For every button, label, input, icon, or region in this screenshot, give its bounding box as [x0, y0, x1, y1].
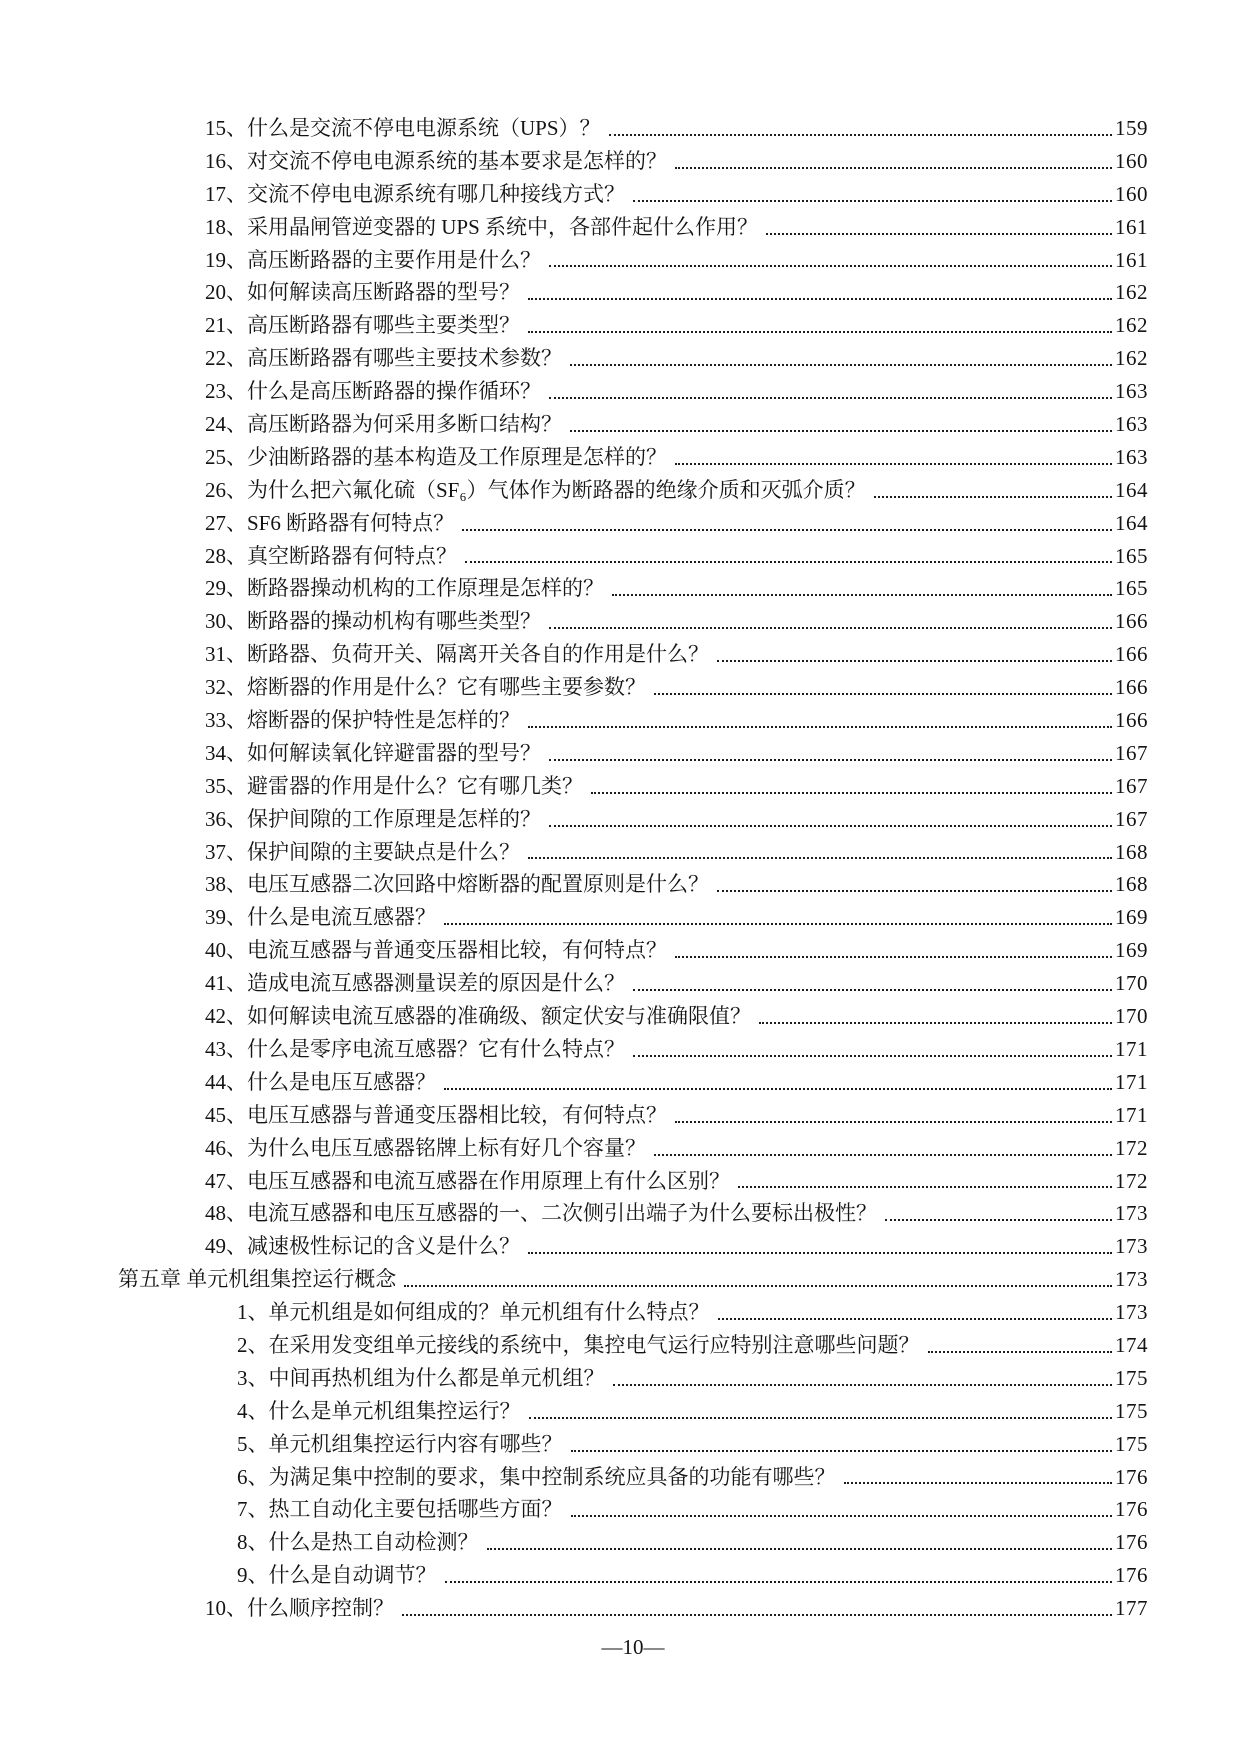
- toc-entry[interactable]: [118, 1526, 1148, 1559]
- toc-entry[interactable]: [118, 1296, 1148, 1329]
- toc-entry-label: 2、在采用发变组单元接线的系统中，集控电气运行应特别注意哪些问题？: [237, 1332, 920, 1357]
- toc-entry-label: 31、断路器、负荷开关、隔离开关各自的作用是什么？: [205, 642, 709, 667]
- dot-leader: [528, 1252, 1112, 1254]
- toc-entry-label: 44、什么是电压互感器？: [205, 1069, 436, 1094]
- toc-entry[interactable]: [118, 1395, 1148, 1428]
- toc-entry-page: 167: [1115, 740, 1148, 765]
- toc-entry[interactable]: [118, 934, 1148, 967]
- toc-entry[interactable]: [118, 178, 1148, 211]
- toc-entry[interactable]: [118, 1559, 1148, 1592]
- dot-leader: [445, 1581, 1113, 1583]
- dot-leader: [404, 1285, 1112, 1287]
- dot-leader: [885, 1219, 1112, 1221]
- toc-entry[interactable]: [118, 1329, 1148, 1362]
- toc-entry[interactable]: [118, 540, 1148, 573]
- dot-leader: [654, 693, 1112, 695]
- toc-entry[interactable]: [118, 1428, 1148, 1461]
- dot-leader: [717, 890, 1112, 892]
- toc-entry-label: 19、高压断路器的主要作用是什么？: [205, 247, 541, 272]
- dot-leader: [759, 1022, 1112, 1024]
- toc-entry-page: 169: [1115, 905, 1148, 930]
- dot-leader: [549, 627, 1112, 629]
- toc-entry-label: 46、为什么电压互感器铭牌上标有好几个容量？: [205, 1135, 646, 1160]
- dot-leader: [528, 726, 1112, 728]
- toc-entry-page: 172: [1115, 1135, 1148, 1160]
- dot-leader: [444, 923, 1112, 925]
- dot-leader: [633, 1055, 1112, 1057]
- toc-entry-page: 165: [1115, 576, 1148, 601]
- toc-entry-label: 40、电流互感器与普通变压器相比较，有何特点？: [205, 938, 667, 963]
- dot-leader: [609, 134, 1112, 136]
- toc-entry-page: 163: [1115, 444, 1148, 469]
- toc-entry[interactable]: [118, 803, 1148, 836]
- toc-entry-page: 173: [1115, 1300, 1148, 1325]
- toc-entry-label: 38、电压互感器二次回路中熔断器的配置原则是什么？: [205, 872, 709, 897]
- toc-entry[interactable]: [118, 1263, 1148, 1296]
- toc-entry-page: 163: [1115, 379, 1148, 404]
- dot-leader: [591, 792, 1112, 794]
- toc-entry-page: 166: [1115, 642, 1148, 667]
- dot-leader: [528, 857, 1112, 859]
- toc-entry[interactable]: [118, 671, 1148, 704]
- dot-leader: [738, 1186, 1112, 1188]
- toc-entry-page: 164: [1115, 510, 1148, 535]
- toc-entry[interactable]: [118, 704, 1148, 737]
- toc-entry-page: 176: [1115, 1563, 1148, 1588]
- dot-leader: [654, 1154, 1112, 1156]
- dot-leader: [571, 1450, 1113, 1452]
- toc-entry-label: 43、什么是零序电流互感器？它有什么特点？: [205, 1036, 625, 1061]
- toc-entry-page: 160: [1115, 148, 1148, 173]
- dot-leader: [549, 397, 1112, 399]
- toc-entry[interactable]: [118, 474, 1148, 507]
- dot-leader: [675, 1121, 1112, 1123]
- toc-entry-page: 175: [1115, 1398, 1148, 1423]
- toc-entry-label: 17、交流不停电电源系统有哪几种接线方式？: [205, 181, 625, 206]
- toc-entry[interactable]: [118, 1493, 1148, 1526]
- toc-entry-page: 170: [1115, 971, 1148, 996]
- toc-entry-label: 48、电流互感器和电压互感器的一、二次侧引出端子为什么要标出极性？: [205, 1201, 877, 1226]
- toc-entry[interactable]: [118, 112, 1148, 145]
- toc-entry-label: 32、熔断器的作用是什么？它有哪些主要参数？: [205, 675, 646, 700]
- dot-leader: [844, 1482, 1113, 1484]
- toc-entry-label: 27、SF6 断路器有何特点？: [205, 510, 455, 535]
- toc-entry-label: 第五章 单元机组集控运行概念: [118, 1267, 397, 1292]
- toc-entry-label: 49、减速极性标记的含义是什么？: [205, 1234, 520, 1259]
- dot-leader: [612, 594, 1112, 596]
- toc-entry[interactable]: [118, 1165, 1148, 1198]
- toc-entry[interactable]: [118, 770, 1148, 803]
- toc-entry[interactable]: [118, 1033, 1148, 1066]
- toc-entry[interactable]: [118, 1592, 1148, 1625]
- toc-entry-label: 37、保护间隙的主要缺点是什么？: [205, 839, 520, 864]
- toc-entry[interactable]: [118, 737, 1148, 770]
- toc-entry-label: 1、单元机组是如何组成的？单元机组有什么特点？: [237, 1300, 710, 1325]
- toc-entry-page: 162: [1115, 346, 1148, 371]
- dot-leader: [570, 364, 1112, 366]
- toc-entry-page: 161: [1115, 214, 1148, 239]
- toc-entry-page: 174: [1115, 1332, 1148, 1357]
- dot-leader: [874, 496, 1112, 498]
- toc-entry[interactable]: [118, 441, 1148, 474]
- toc-entry-label: 42、如何解读电流互感器的准确级、额定伏安与准确限值？: [205, 1004, 751, 1029]
- toc-entry-page: 172: [1115, 1168, 1148, 1193]
- toc-entry[interactable]: [118, 1000, 1148, 1033]
- toc-entry-page: 165: [1115, 543, 1148, 568]
- toc-entry-label: 47、电压互感器和电流互感器在作用原理上有什么区别？: [205, 1168, 730, 1193]
- toc-entry-page: 166: [1115, 708, 1148, 733]
- dot-leader: [465, 561, 1112, 563]
- toc-entry[interactable]: [118, 375, 1148, 408]
- toc-entry[interactable]: [118, 572, 1148, 605]
- toc-entry-label: 21、高压断路器有哪些主要类型？: [205, 313, 520, 338]
- toc-entry[interactable]: [118, 211, 1148, 244]
- toc-entry[interactable]: [118, 638, 1148, 671]
- toc-entry-page: 173: [1115, 1201, 1148, 1226]
- dot-leader: [675, 956, 1112, 958]
- toc-entry-page: 167: [1115, 773, 1148, 798]
- toc-entry-page: 168: [1115, 872, 1148, 897]
- dot-leader: [444, 1088, 1112, 1090]
- toc-entry-label: 18、采用晶闸管逆变器的 UPS 系统中，各部件起什么作用？: [205, 214, 759, 239]
- dot-leader: [928, 1351, 1113, 1353]
- dot-leader: [402, 1614, 1112, 1616]
- dot-leader: [633, 989, 1112, 991]
- toc-entry-label: 24、高压断路器为何采用多断口结构？: [205, 412, 562, 437]
- toc-entry-page: 175: [1115, 1365, 1148, 1390]
- toc-entry[interactable]: [118, 605, 1148, 638]
- dot-leader: [549, 759, 1112, 761]
- toc-entry-page: 171: [1115, 1069, 1148, 1094]
- toc-entry[interactable]: [118, 967, 1148, 1000]
- page-footer: —10—: [601, 1634, 665, 1659]
- toc-entry-page: 176: [1115, 1530, 1148, 1555]
- toc-entry-label: 20、如何解读高压断路器的型号？: [205, 280, 520, 305]
- toc-entry[interactable]: [118, 836, 1148, 869]
- dot-leader: [528, 298, 1112, 300]
- toc-entry-page: 163: [1115, 412, 1148, 437]
- toc-entry-label: 26、为什么把六氟化硫（SF₆）气体作为断路器的绝缘介质和灭弧介质？: [205, 477, 866, 502]
- toc-entry-label: 5、单元机组集控运行内容有哪些？: [237, 1431, 563, 1456]
- toc-entry-page: 159: [1115, 116, 1148, 140]
- toc-entry-label: 7、热工自动化主要包括哪些方面？: [237, 1497, 563, 1522]
- dot-leader: [675, 463, 1112, 465]
- toc-entry-page: 176: [1115, 1497, 1148, 1522]
- toc-entry[interactable]: [118, 276, 1148, 309]
- toc-entry-label: 4、什么是单元机组集控运行？: [237, 1398, 521, 1423]
- dot-leader: [717, 660, 1112, 662]
- toc-entry[interactable]: [118, 1132, 1148, 1165]
- toc-entry-page: 176: [1115, 1464, 1148, 1489]
- toc-entry-label: 25、少油断路器的基本构造及工作原理是怎样的？: [205, 444, 667, 469]
- dot-leader: [487, 1548, 1113, 1550]
- toc-entry[interactable]: [118, 1461, 1148, 1494]
- toc-entry[interactable]: [118, 244, 1148, 277]
- toc-entry-page: 166: [1115, 675, 1148, 700]
- toc-entry-page: 173: [1115, 1267, 1148, 1292]
- toc-entry-label: 30、断路器的操动机构有哪些类型？: [205, 609, 541, 634]
- toc-entry[interactable]: [118, 1230, 1148, 1263]
- toc-entry-label: 34、如何解读氧化锌避雷器的型号？: [205, 740, 541, 765]
- toc-entry-page: 164: [1115, 477, 1148, 502]
- dot-leader: [718, 1318, 1113, 1320]
- toc-entry-page: 171: [1115, 1102, 1148, 1127]
- toc-entry-label: 41、造成电流互感器测量误差的原因是什么？: [205, 971, 625, 996]
- toc-entry-page: 166: [1115, 609, 1148, 634]
- dot-leader: [675, 167, 1112, 169]
- dot-leader: [462, 529, 1112, 531]
- toc-entry-label: 39、什么是电流互感器？: [205, 905, 436, 930]
- dot-leader: [528, 331, 1112, 333]
- dot-leader: [613, 1384, 1113, 1386]
- toc-entry-label: 28、真空断路器有何特点？: [205, 543, 457, 568]
- toc-entry[interactable]: [118, 145, 1148, 178]
- toc-entry-label: 16、对交流不停电电源系统的基本要求是怎样的？: [205, 148, 667, 173]
- toc-entry-label: 36、保护间隙的工作原理是怎样的？: [205, 806, 541, 831]
- toc-entry-page: 160: [1115, 181, 1148, 206]
- toc-entry-page: 169: [1115, 938, 1148, 963]
- toc-entry-label: 15、什么是交流不停电电源系统（UPS）？: [205, 116, 601, 140]
- toc-entry[interactable]: [118, 507, 1148, 540]
- toc-entry[interactable]: [118, 309, 1148, 342]
- toc-entry-label: 33、熔断器的保护特性是怎样的？: [205, 708, 520, 733]
- toc-list: [118, 112, 1148, 1625]
- toc-entry-page: 161: [1115, 247, 1148, 272]
- toc-entry-label: 9、什么是自动调节？: [237, 1563, 437, 1588]
- toc-entry-page: 162: [1115, 313, 1148, 338]
- dot-leader: [571, 1515, 1113, 1517]
- toc-entry-label: 8、什么是热工自动检测？: [237, 1530, 479, 1555]
- toc-entry-label: 23、什么是高压断路器的操作循环？: [205, 379, 541, 404]
- toc-entry[interactable]: [118, 1197, 1148, 1230]
- toc-entry[interactable]: [118, 901, 1148, 934]
- toc-entry-page: 173: [1115, 1234, 1148, 1259]
- toc-entry-page: 171: [1115, 1036, 1148, 1061]
- toc-entry-label: 45、电压互感器与普通变压器相比较，有何特点？: [205, 1102, 667, 1127]
- toc-entry-label: 6、为满足集中控制的要求，集中控制系统应具备的功能有哪些？: [237, 1464, 836, 1489]
- toc-entry-label: 10、什么顺序控制？: [205, 1596, 394, 1621]
- toc-entry-page: 175: [1115, 1431, 1148, 1456]
- toc-entry-label: 35、避雷器的作用是什么？它有哪几类？: [205, 773, 583, 798]
- dot-leader: [766, 233, 1112, 235]
- toc-entry-page: 168: [1115, 839, 1148, 864]
- toc-entry[interactable]: [118, 342, 1148, 375]
- dot-leader: [549, 265, 1112, 267]
- toc-entry-label: 3、中间再热机组为什么都是单元机组？: [237, 1365, 605, 1390]
- toc-entry-page: 167: [1115, 806, 1148, 831]
- toc-entry[interactable]: [118, 408, 1148, 441]
- toc-entry[interactable]: [118, 1362, 1148, 1395]
- dot-leader: [549, 825, 1112, 827]
- toc-entry-page: 170: [1115, 1004, 1148, 1029]
- toc-entry-label: 22、高压断路器有哪些主要技术参数？: [205, 346, 562, 371]
- toc-entry[interactable]: [118, 1066, 1148, 1099]
- toc-entry[interactable]: [118, 1099, 1148, 1132]
- toc-entry-label: 29、断路器操动机构的工作原理是怎样的？: [205, 576, 604, 601]
- toc-entry-page: 162: [1115, 280, 1148, 305]
- dot-leader: [570, 430, 1112, 432]
- toc-entry-page: 177: [1115, 1596, 1148, 1621]
- dot-leader: [633, 200, 1112, 202]
- dot-leader: [529, 1417, 1113, 1419]
- toc-entry[interactable]: [118, 868, 1148, 901]
